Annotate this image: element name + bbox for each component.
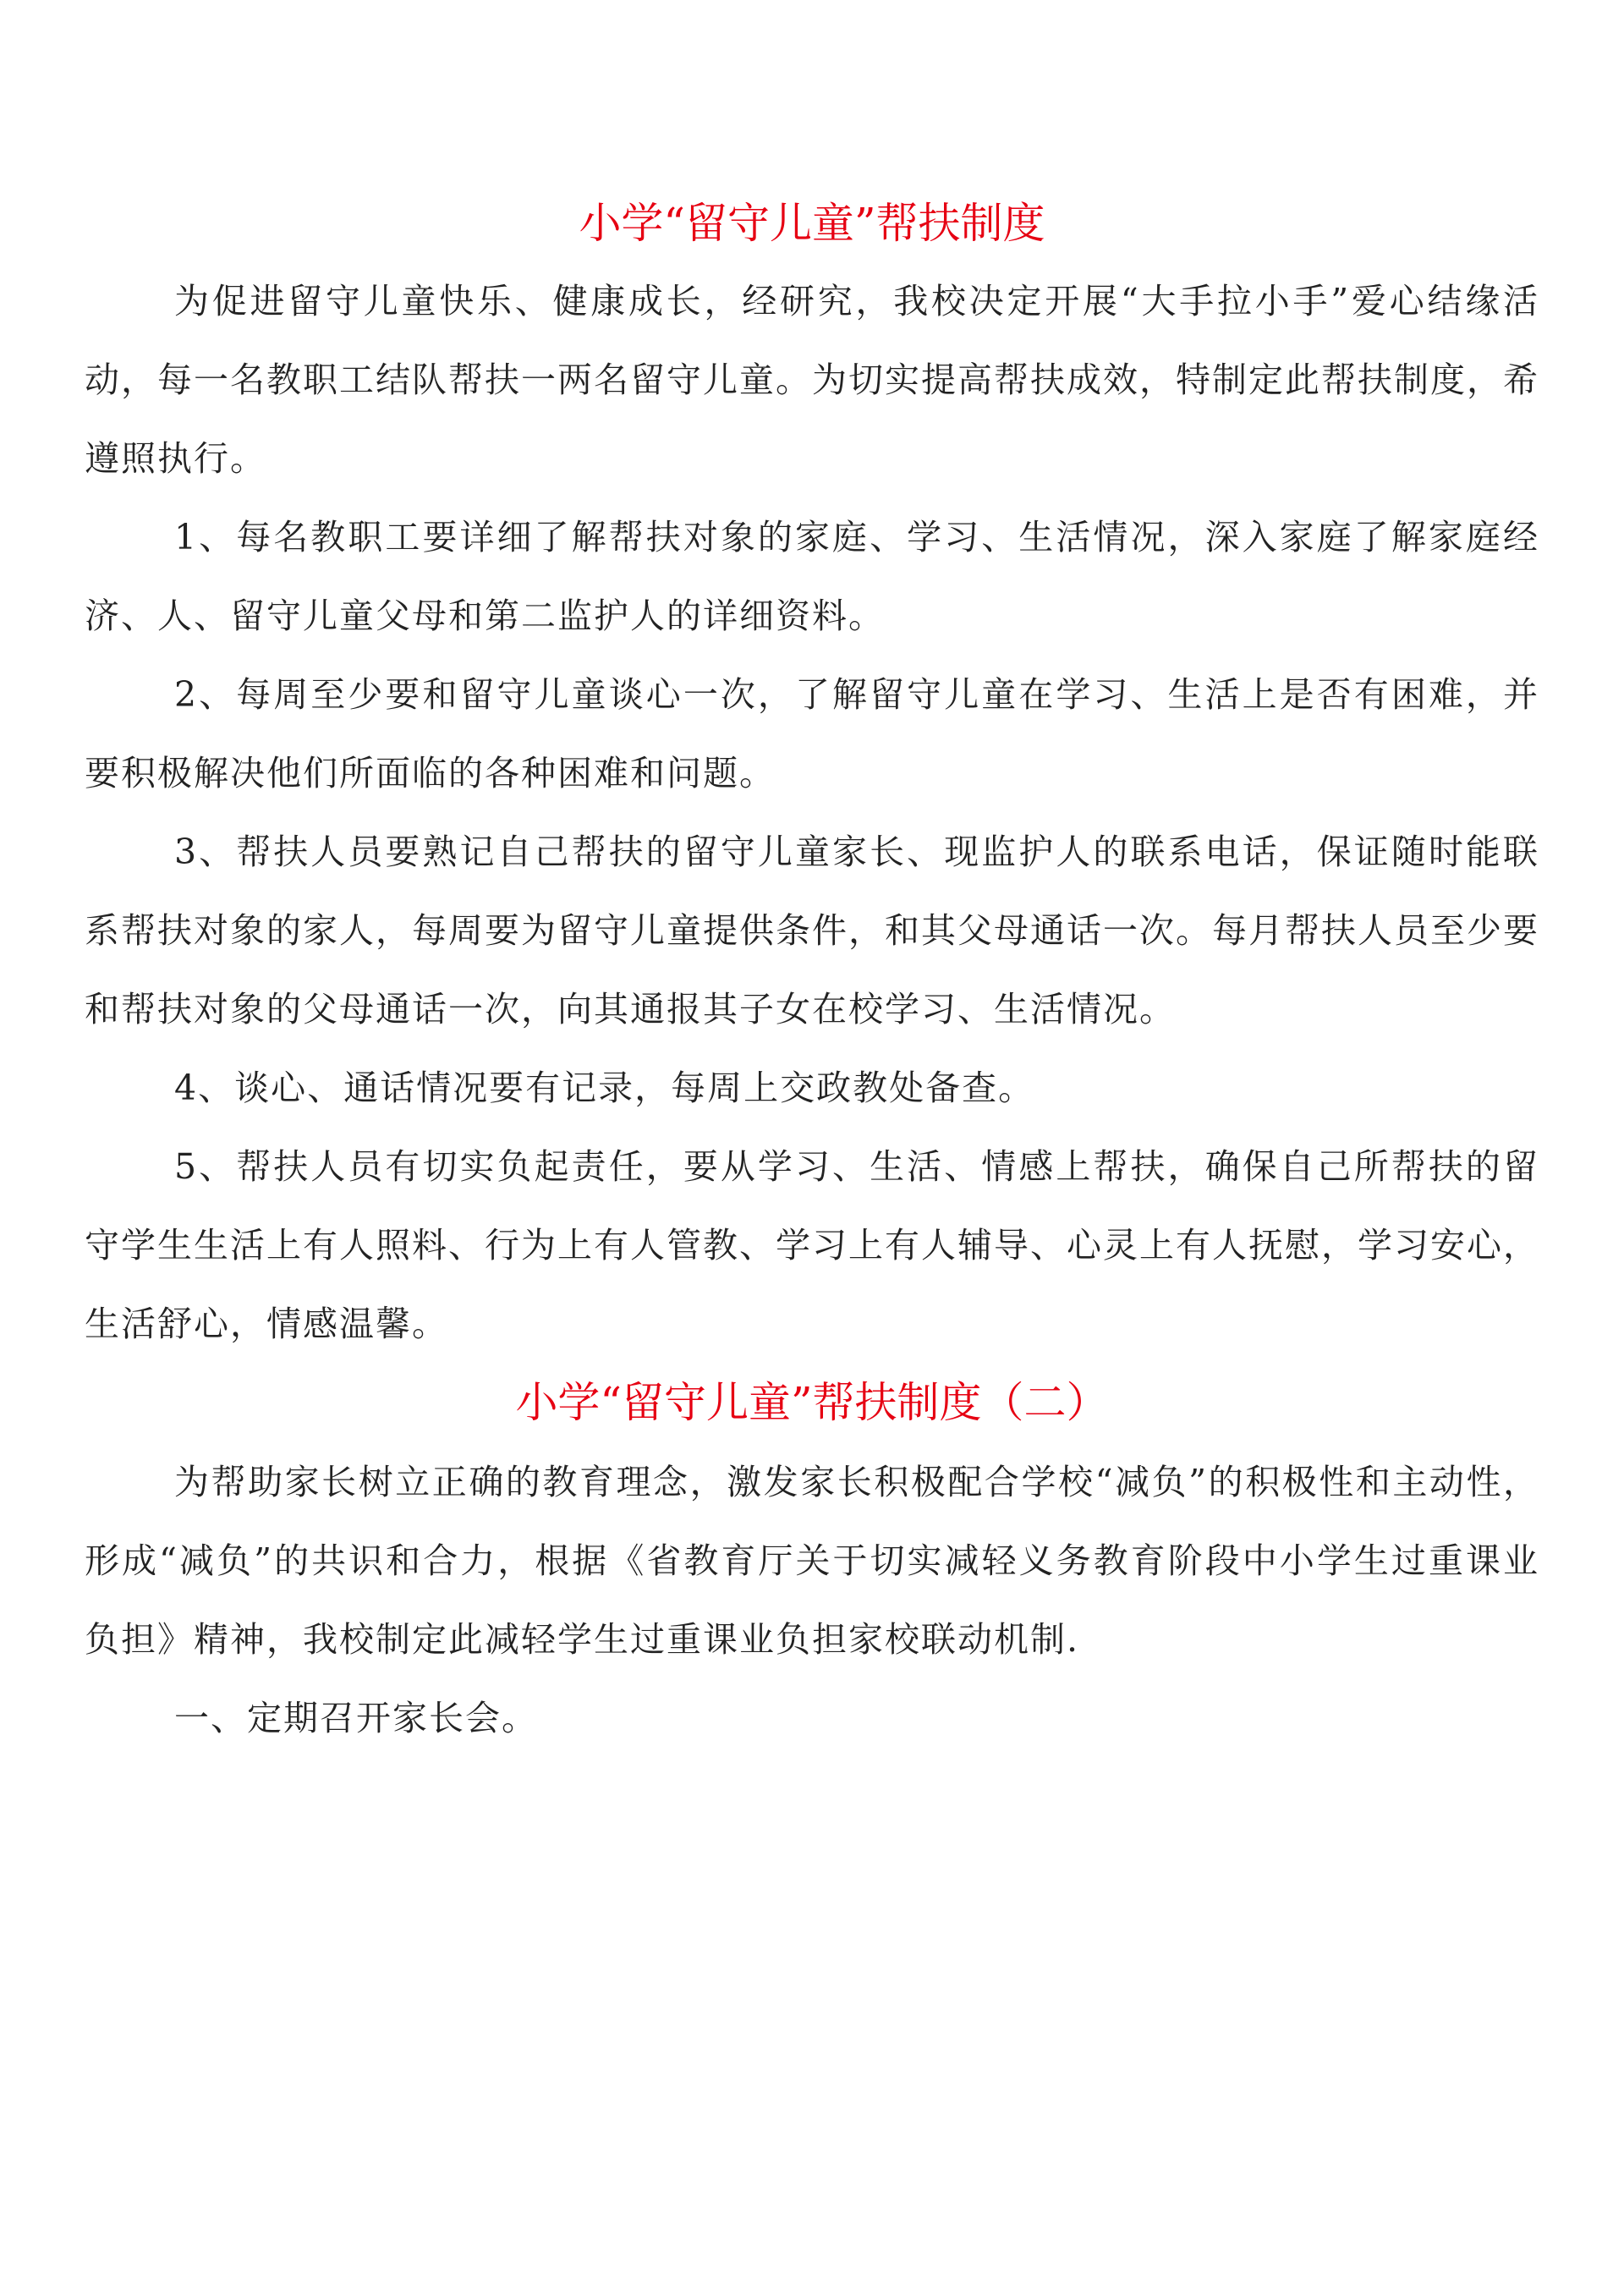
section-1-title: 小学“留守儿童”帮扶制度	[579, 199, 1045, 248]
section-1-intro-paragraph: 为促进留守儿童快乐、健康成长，经研究，我校决定开展“大手拉小手”爱心结缘活动，每一名教职工结队帮扶一两名留守儿童。为切实提高帮扶成效，特制定此帮扶制度，希遵照执行。	[85, 281, 1539, 479]
section-1-item-4-paragraph: 4、谈心、通话情况要有记录，每周上交政教处备查。	[174, 1068, 1035, 1108]
section-1-item-3-paragraph: 3、帮扶人员要熟记自己帮扶的留守儿童家长、现监护人的联系电话，保证随时能联系帮扶对象的家人，每周要为留守儿童提供条件，和其父母通话一次。每月帮扶人员至少要和帮扶对象的父母通话一次，向其通报其子女在校学习、生活情况。	[85, 832, 1539, 1029]
section-2-title: 小学“留守儿童”帮扶制度（二）	[515, 1378, 1109, 1427]
section-2-item-1-paragraph: 一、定期召开家长会。	[174, 1698, 538, 1738]
section-2-intro-paragraph: 为帮助家长树立正确的教育理念，激发家长积极配合学校“减负”的积极性和主动性，形成“减负”的共识和合力，根据《省教育厅关于切实减轻义务教育阶段中小学生过重课业负担》精神，我校制定此减轻学生过重课业负担家校联动机制.	[85, 1462, 1539, 1660]
section-1-item-2-paragraph: 2、每周至少要和留守儿童谈心一次，了解留守儿童在学习、生活上是否有困难，并要积极解决他们所面临的各种困难和问题。	[85, 674, 1539, 793]
section-1-item-5-paragraph: 5、帮扶人员有切实负起责任，要从学习、生活、情感上帮扶，确保自己所帮扶的留守学生生活上有人照料、行为上有人管教、学习上有人辅导、心灵上有人抚慰，学习安心，生活舒心，情感温馨。	[85, 1146, 1539, 1344]
section-1-item-1-paragraph: 1、每名教职工要详细了解帮扶对象的家庭、学习、生活情况，深入家庭了解家庭经济、人、留守儿童父母和第二监护人的详细资料。	[85, 517, 1539, 636]
